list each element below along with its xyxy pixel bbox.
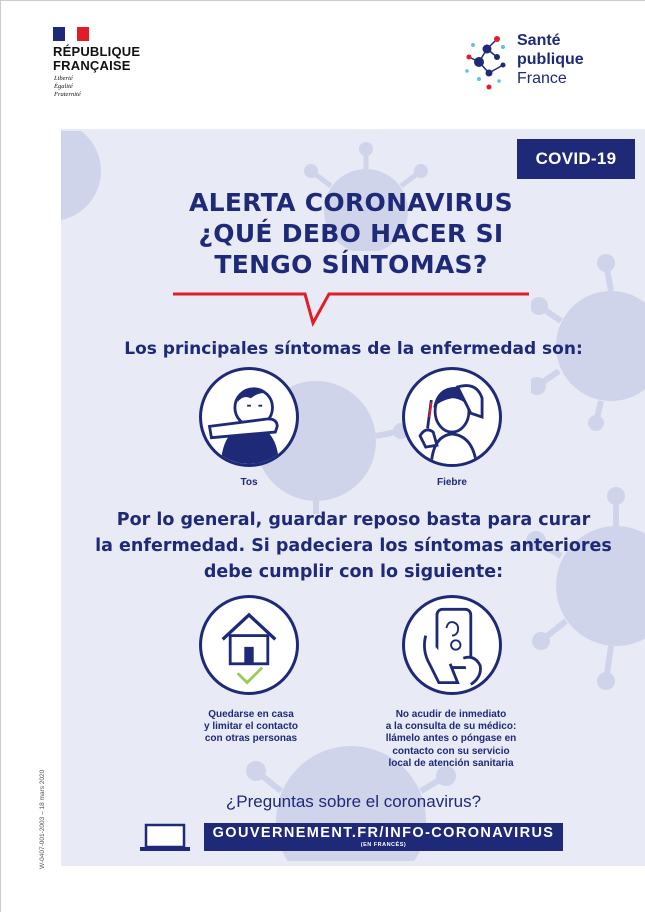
call-doctor-line3: llámelo antes o póngase en — [385, 733, 517, 745]
call-doctor-line4: contacto con su servicio — [392, 745, 510, 757]
sante-publique-logo-icon — [463, 27, 519, 97]
republic-motto — [54, 75, 81, 99]
document-reference: W-0407-001-2003 – 18 mars 2020 — [39, 769, 46, 869]
call-doctor-line5: local de atención sanitaria — [388, 757, 514, 769]
advice-line1: Por lo general, guardar reposo basta para curar — [116, 510, 591, 530]
covid-badge: COVID-19 — [517, 139, 635, 179]
speech-bubble-tail-icon — [173, 289, 529, 329]
french-flag-icon — [53, 27, 89, 41]
title-line2: ¿QUÉ DEBO HACER SI — [198, 219, 504, 248]
cough-caption: Tos — [240, 477, 258, 488]
house-icon — [199, 595, 299, 695]
symptoms-heading: Los principales síntomas de la enfermedad son: — [124, 339, 583, 359]
stay-home-line2: y limitar el contacto — [204, 721, 298, 732]
motto-liberte: Liberté — [54, 75, 73, 82]
phone-call-icon — [402, 595, 502, 695]
page-title — [101, 187, 601, 280]
virus-decoration-icon — [521, 471, 645, 701]
bottom-margin — [1, 866, 645, 912]
call-doctor-line1: No acudir de inmediato — [395, 709, 507, 720]
republic-title — [53, 45, 140, 73]
agency-name — [517, 31, 584, 88]
cough-icon — [199, 367, 299, 467]
stay-home-line1: Quedarse en casa — [208, 709, 294, 720]
motto-egalite: Égalité — [54, 83, 73, 90]
info-url-note: (EN FRANCÉS) — [360, 842, 407, 848]
motto-fraternite: Fraternité — [54, 91, 81, 98]
fever-icon — [402, 367, 502, 467]
advice-line3: debe cumplir con lo siguiente: — [203, 562, 504, 582]
call-doctor-line2: a la consulta de su médico: — [385, 721, 517, 733]
fever-caption: Fiebre — [436, 477, 467, 488]
stay-home-line3: con otras personas — [204, 733, 298, 744]
republic-title-line2: FRANÇAISE — [53, 58, 131, 73]
title-line1: ALERTA CORONAVIRUS — [189, 188, 513, 217]
laptop-icon — [139, 823, 191, 853]
agency-line2: publique — [517, 51, 584, 68]
advice-line2: la enfermedad. Si padeciera los síntomas anteriores — [95, 536, 612, 556]
info-url-link[interactable] — [204, 823, 563, 851]
agency-line3: France — [517, 70, 567, 87]
call-doctor-caption — [369, 709, 533, 770]
title-line3: TENGO SÍNTOMAS? — [214, 250, 488, 279]
advice-paragraph — [61, 507, 645, 585]
agency-line1: Santé — [517, 32, 561, 49]
header — [1, 1, 645, 129]
stay-home-caption — [179, 709, 323, 745]
questions-heading: ¿Preguntas sobre el coronavirus? — [225, 792, 482, 811]
republic-title-line1: RÉPUBLIQUE — [53, 44, 141, 59]
info-url[interactable]: GOUVERNEMENT.FR/INFO-CORONAVIRUS — [212, 825, 555, 841]
